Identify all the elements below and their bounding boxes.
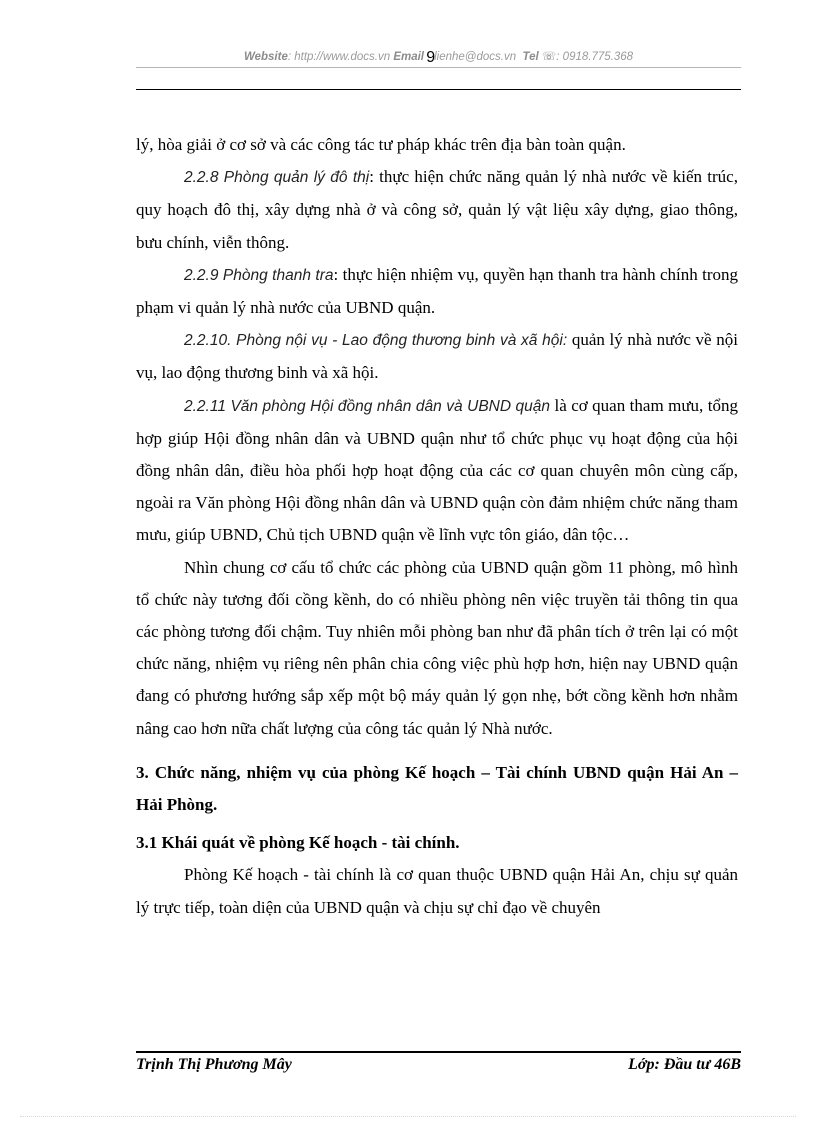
- paragraph-internal-affairs: [136, 324, 738, 389]
- section-title: 2.2.9 Phòng thanh tra: [184, 266, 334, 284]
- paragraph-summary: Nhìn chung cơ cấu tổ chức các phòng của UBND quận gồm 11 phòng, mô hình tổ chức này tương đối cồng kềnh, do có nhiều phòng nên việc truyền tải thông tin qua các phòng tương đối chậm. Tuy nhiên mỗi phòng ban như đã phân tích ở trên lại có một chức năng, nhiệm vụ riêng nên phân chia công việc phù hợp hơn, hiện nay UBND quận đang có phương hướng sắp xếp một bộ máy quản lý gọn nhẹ, bớt cồng kềnh hơn nhằm nâng cao hơn nữa chất lượng của công tác quản lý Nhà nước.: [136, 557, 738, 738]
- paragraph: lý, hòa giải ở cơ sở và các công tác tư pháp khác trên địa bàn toàn quận.: [136, 135, 626, 154]
- phone-icon: ☏: [541, 51, 557, 63]
- paragraph-council-office: [136, 390, 738, 552]
- header-divider-thin: [136, 67, 741, 68]
- section-text: : thực hiện chức năng quản lý nhà nước về kiến trúc, quy hoạch đô thị, xây dựng nhà ở và công sở, quản lý vật liệu xây dựng, giao thông, bưu chính, viễn thông.: [136, 167, 738, 252]
- email-value[interactable]: lienhe@docs.vn: [434, 51, 517, 63]
- page-header: [136, 47, 741, 65]
- email-label: Email: [393, 51, 424, 63]
- page-footer: [136, 1056, 741, 1074]
- tel-label: Tel: [522, 51, 539, 63]
- website-label: Website: [243, 51, 288, 63]
- paragraph-urban-management: [136, 161, 738, 259]
- section-title: 2.2.10. Phòng nội vụ - Lao động thương binh và xã hội:: [184, 332, 568, 350]
- footer-divider: [136, 1051, 741, 1053]
- section-title: 2.2.8 Phòng quản lý đô thị: [184, 169, 370, 187]
- heading-section-3: 3. Chức năng, nhiệm vụ của phòng Kế hoạch – Tài chính UBND quận Hải An – Hải Phòng.: [136, 762, 738, 815]
- tel-value: : 0918.775.368: [556, 51, 634, 63]
- paragraph-inspection: [136, 259, 738, 324]
- section-title: 2.2.11 Văn phòng Hội đồng nhân dân và UBND quận: [184, 397, 551, 415]
- header-divider: [136, 89, 741, 90]
- bottom-dotted-border: [20, 1116, 796, 1117]
- section-text: : thực hiện nhiệm vụ, quyền hạn thanh tra hành chính trong phạm vi quản lý nhà nước của UBND quận.: [136, 264, 739, 318]
- document-body: [136, 129, 738, 924]
- footer-class: Lớp: Đầu tư 46B: [628, 1056, 741, 1073]
- website-url[interactable]: : http://www.docs.vn: [287, 51, 391, 63]
- section-text: là cơ quan tham mưu, tổng hợp giúp Hội đồng nhân dân và UBND quận như tổ chức phục vụ hoạt động của hội đồng nhân dân, điều hòa phối hợp hoạt động của các cơ quan chuyên môn cùng cấp, ngoài ra Văn phòng Hội đồng nhân dân và UBND quận còn đảm nhiệm chức năng tham mưu, giúp UBND, Chủ tịch UBND quận về lĩnh vực tôn giáo, dân tộc…: [136, 395, 738, 545]
- section-text: quản lý nhà nước về nội vụ, lao động thương binh và xã hội.: [136, 330, 738, 383]
- footer-author: Trịnh Thị Phương Mây: [136, 1056, 292, 1073]
- page-number: 9: [426, 49, 436, 66]
- paragraph-overview: Phòng Kế hoạch - tài chính là cơ quan thuộc UBND quận Hải An, chịu sự quản lý trực tiếp, toàn diện của UBND quận và chịu sự chỉ đạo về chuyên: [136, 865, 738, 917]
- heading-section-3-1: 3.1 Khái quát về phòng Kế hoạch - tài chính.: [136, 833, 460, 853]
